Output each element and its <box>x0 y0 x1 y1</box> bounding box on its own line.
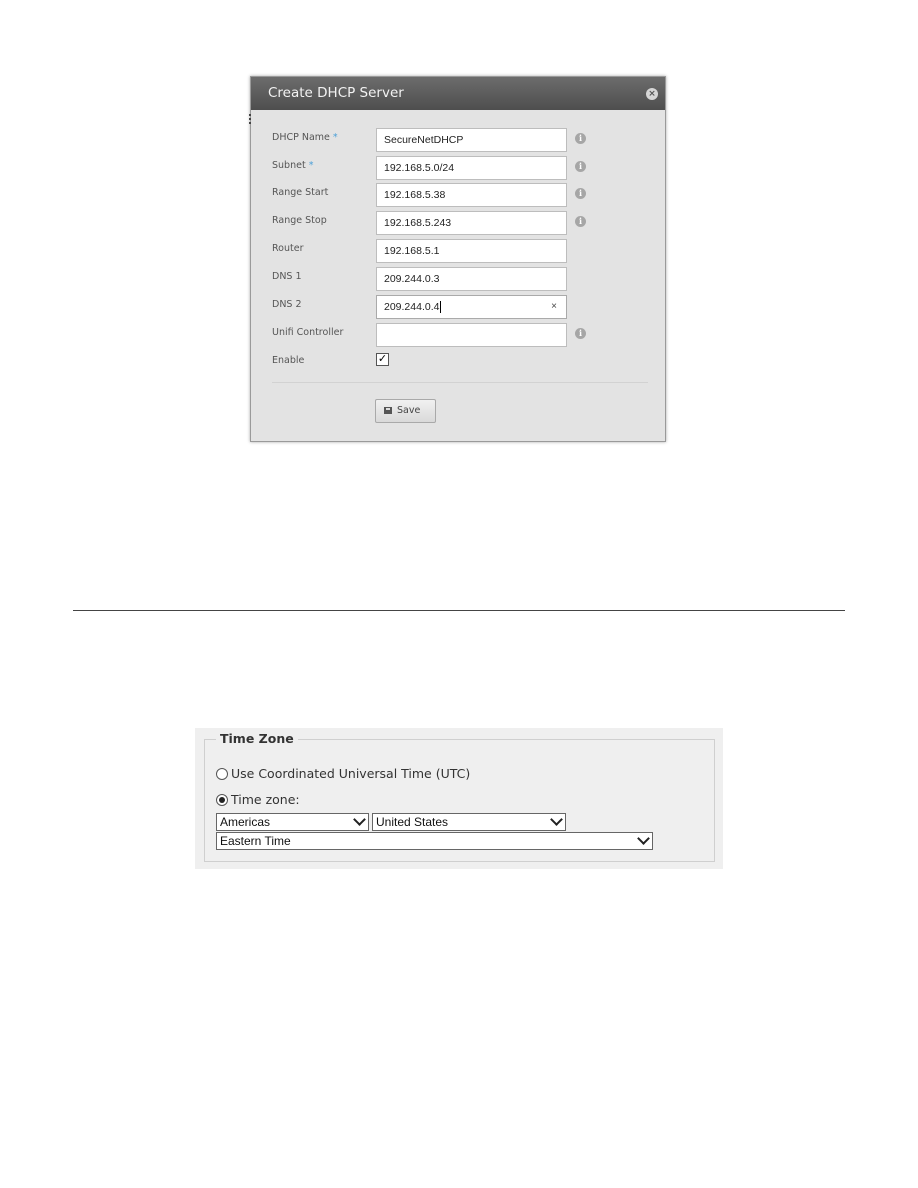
enable-label: Enable <box>272 355 305 366</box>
subnet-input[interactable]: 192.168.5.0/24 <box>376 156 567 180</box>
save-button[interactable] <box>375 399 436 423</box>
section-divider <box>73 610 845 611</box>
range-start-input[interactable]: 192.168.5.38 <box>376 183 567 207</box>
clear-icon[interactable]: × <box>551 301 557 312</box>
chevron-down-icon <box>353 813 366 826</box>
range-start-label: Range Start <box>272 187 329 198</box>
dialog-title: Create DHCP Server <box>268 85 404 101</box>
region-select[interactable] <box>216 813 369 831</box>
timezone-label: Time zone: <box>231 792 300 807</box>
unifi-controller-label: Unifi Controller <box>272 327 344 338</box>
form-row-unifi-controller <box>272 323 652 347</box>
dns2-value: 209.244.0.4 <box>384 301 440 313</box>
country-select[interactable] <box>372 813 566 831</box>
form-row-enable <box>272 351 652 375</box>
form-row-dns2 <box>272 295 652 319</box>
timezone-radio[interactable] <box>216 794 228 806</box>
chevron-down-icon <box>637 832 650 845</box>
create-dhcp-dialog <box>250 76 666 442</box>
subnet-label: Subnet * <box>272 160 314 171</box>
dns2-label: DNS 2 <box>272 299 302 310</box>
utc-label: Use Coordinated Universal Time (UTC) <box>231 766 471 781</box>
timezone-legend: Time Zone <box>216 731 298 746</box>
timezone-option[interactable] <box>216 792 300 807</box>
form-row-range-start <box>272 183 652 207</box>
form-divider <box>272 382 648 383</box>
enable-checkbox[interactable]: ✓ <box>377 352 388 365</box>
info-icon[interactable]: i <box>575 161 586 172</box>
timezone-panel <box>195 728 723 869</box>
required-mark: * <box>308 160 314 171</box>
text-caret <box>440 301 441 313</box>
dns2-input[interactable] <box>376 295 567 319</box>
dhcp-name-label: DHCP Name * <box>272 132 338 143</box>
unifi-controller-input[interactable] <box>376 323 567 347</box>
router-label: Router <box>272 243 304 254</box>
range-stop-input[interactable]: 192.168.5.243 <box>376 211 567 235</box>
form-row-router <box>272 239 652 263</box>
form-row-dhcp-name <box>272 128 652 152</box>
close-icon[interactable]: × <box>646 88 658 100</box>
dhcp-name-input[interactable]: SecureNetDHCP <box>376 128 567 152</box>
utc-option[interactable] <box>216 766 470 781</box>
country-value: United States <box>376 815 449 829</box>
form-row-dns1 <box>272 267 652 291</box>
dns1-label: DNS 1 <box>272 271 302 282</box>
info-icon[interactable]: i <box>575 188 586 199</box>
dialog-resize-handle[interactable] <box>249 114 253 124</box>
info-icon[interactable]: i <box>575 216 586 227</box>
save-icon <box>384 407 392 414</box>
zone-select[interactable] <box>216 832 653 850</box>
form-row-subnet <box>272 156 652 180</box>
region-value: Americas <box>220 815 271 829</box>
utc-radio[interactable] <box>216 768 228 780</box>
dialog-header[interactable] <box>251 77 665 110</box>
range-stop-label: Range Stop <box>272 215 327 226</box>
router-input[interactable]: 192.168.5.1 <box>376 239 567 263</box>
dns1-input[interactable]: 209.244.0.3 <box>376 267 567 291</box>
info-icon[interactable]: i <box>575 328 586 339</box>
save-button-label: Save <box>397 405 421 416</box>
form-row-range-stop <box>272 211 652 235</box>
zone-value: Eastern Time <box>220 834 291 848</box>
required-mark: * <box>332 132 338 143</box>
chevron-down-icon <box>550 813 563 826</box>
info-icon[interactable]: i <box>575 133 586 144</box>
